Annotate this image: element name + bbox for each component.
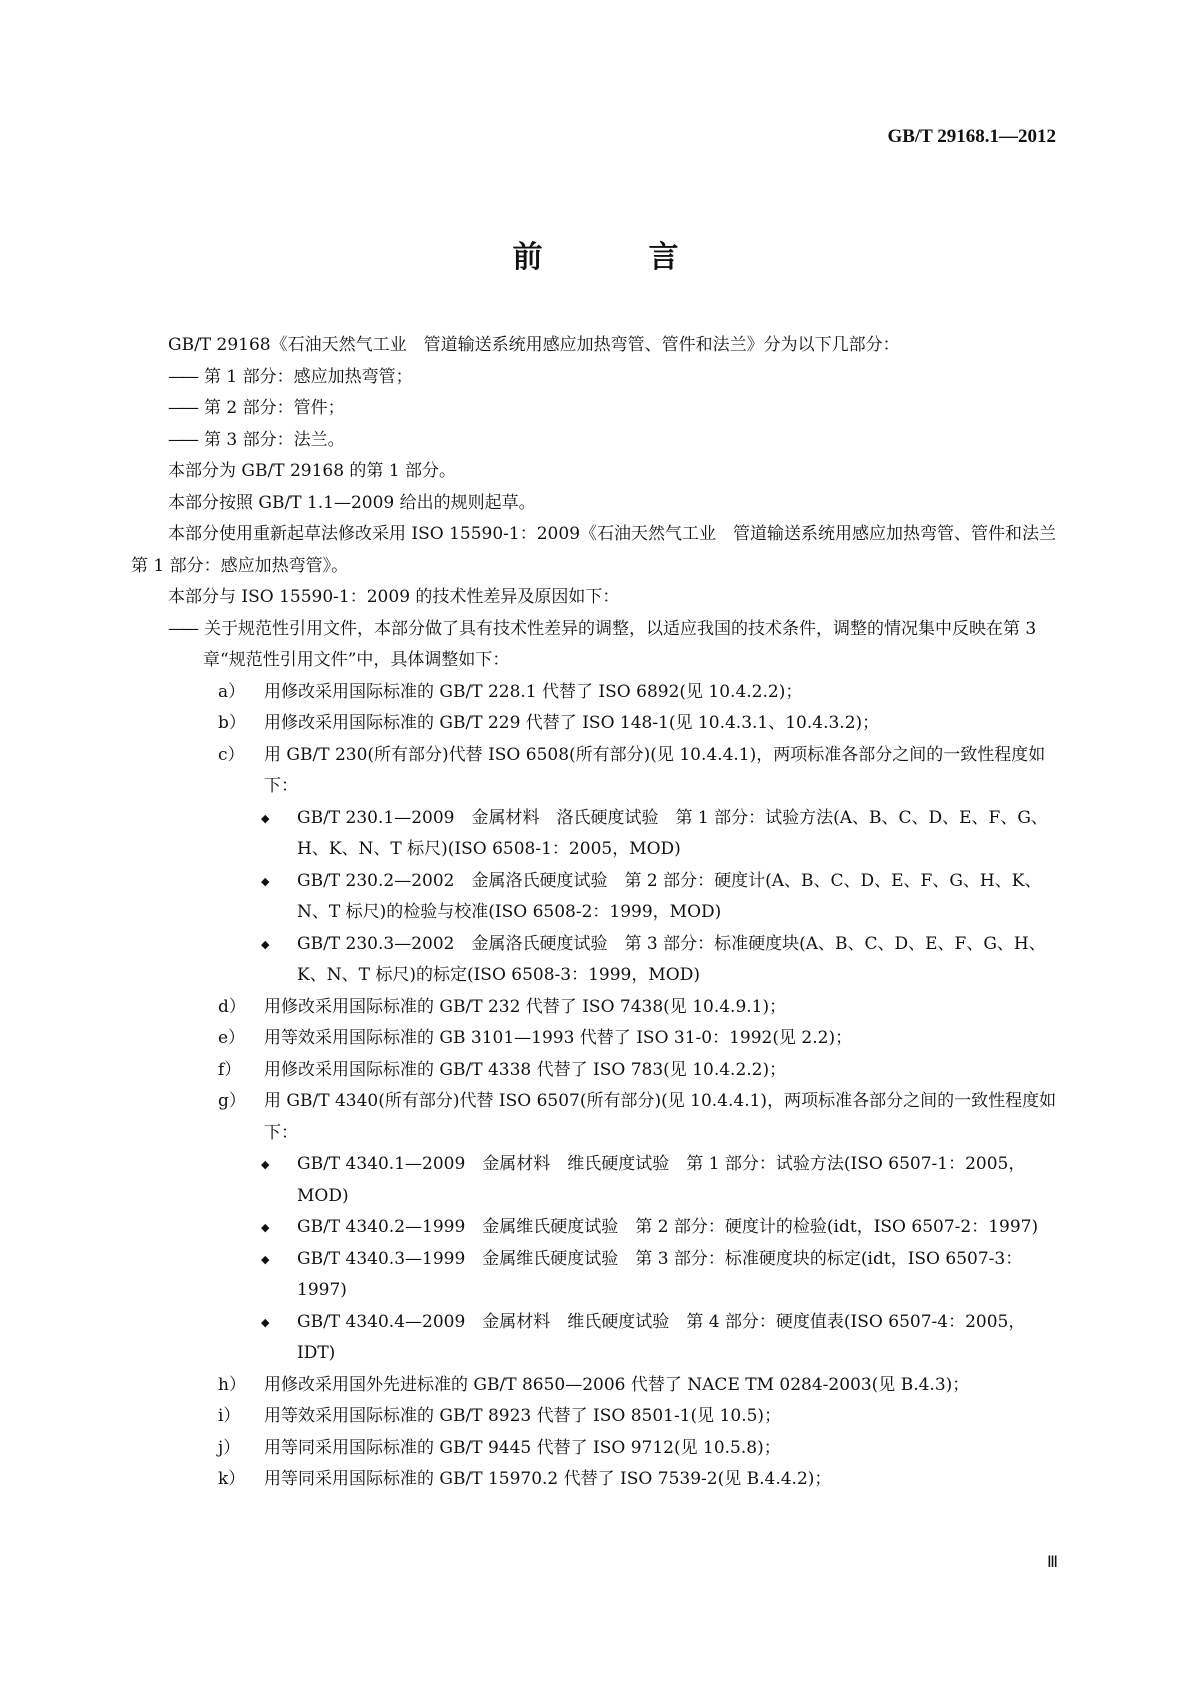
item-label: k）	[218, 1469, 246, 1489]
bullet-text: GB/T 4340.4—2009 金属材料 维氏硬度试验 第 4 部分：硬度值表(ISO 6507-4：2005，IDT)	[297, 1311, 1026, 1363]
bullet-item	[131, 929, 1061, 992]
document-body	[131, 330, 1074, 1496]
list-item	[131, 1055, 1061, 1087]
item-text: 用 GB/T 4340(所有部分)代替 ISO 6507(所有部分)(见 10.4.4.1)，两项标准各部分之间的一致性程度如下：	[264, 1091, 1057, 1143]
bullet-item	[131, 1212, 1061, 1244]
item-text: 用修改采用国际标准的 GB/T 229 代替了 ISO 148-1(见 10.4.3.1、10.4.3.2)；	[264, 713, 880, 733]
list-item	[131, 1023, 1061, 1055]
item-label: h）	[218, 1374, 246, 1395]
paragraph: 本部分为 GB/T 29168 的第 1 部分。	[168, 461, 457, 481]
list-item	[131, 1401, 1061, 1433]
bullet-text: GB/T 230.2—2002 金属洛氏硬度试验 第 2 部分：硬度计(A、B、C、D、E、F、G、H、K、N、T 标尺)的检验与校准(ISO 6508-2：1999，MOD)	[297, 870, 1042, 922]
dash-item: —— 关于规范性引用文件，本部分做了具有技术性差异的调整，以适应我国的技术条件，调整的情况集中反映在第 3 章“规范性引用文件”中，具体调整如下：	[168, 618, 1037, 670]
item-label: b）	[218, 713, 246, 733]
bullet-icon: ◆	[261, 1158, 270, 1171]
list-item	[131, 740, 1061, 803]
item-text: 用修改采用国际标准的 GB/T 4338 代替了 ISO 783(见 10.4.2.2)；	[264, 1059, 787, 1080]
list-item	[131, 1370, 1061, 1402]
bullet-text: GB/T 4340.1—2009 金属材料 维氏硬度试验 第 1 部分：试验方法(ISO 6507-1：2005，MOD)	[297, 1154, 1026, 1206]
bullet-item	[131, 1244, 1061, 1307]
item-label: c）	[218, 744, 245, 765]
item-label: e）	[218, 1028, 246, 1048]
item-text: 用 GB/T 230(所有部分)代替 ISO 6508(所有部分)(见 10.4.4.1)，两项标准各部分之间的一致性程度如下：	[264, 744, 1046, 796]
item-text: 用等效采用国际标准的 GB/T 8923 代替了 ISO 8501-1(见 10.5)；	[264, 1406, 782, 1426]
item-text: 用修改采用国外先进标准的 GB/T 8650—2006 代替了 NACE TM 0284-2003(见 B.4.3)；	[264, 1374, 970, 1395]
bullet-icon: ◆	[261, 874, 270, 888]
item-text: 用修改采用国际标准的 GB/T 232 代替了 ISO 7438(见 10.4.9.1)；	[264, 996, 787, 1017]
paragraph: 本部分使用重新起草法修改采用 ISO 15590-1：2009《石油天然气工业 管道输送系统用感应加热弯管、管件和法兰 第 1 部分：感应加热弯管》。	[131, 524, 1074, 576]
item-label: d）	[218, 996, 246, 1017]
paragraph: GB/T 29168《石油天然气工业 管道输送系统用感应加热弯管、管件和法兰》分为以下几部分：	[168, 335, 900, 355]
list-item	[131, 708, 1061, 740]
dash-item: —— 第 2 部分：管件；	[168, 398, 345, 418]
bullet-icon: ◆	[261, 1221, 270, 1234]
bullet-text: GB/T 4340.3—1999 金属维氏硬度试验 第 3 部分：标准硬度块的标定(idt，ISO 6507-3：1997)	[297, 1248, 1023, 1300]
dash-item: —— 第 1 部分：感应加热弯管；	[168, 366, 413, 387]
bullet-icon: ◆	[261, 1252, 270, 1266]
list-item	[131, 1086, 1061, 1149]
item-text: 用等同采用国际标准的 GB/T 9445 代替了 ISO 9712(见 10.5.8)；	[264, 1437, 781, 1458]
paragraph: 本部分与 ISO 15590-1：2009 的技术性差异及原因如下：	[168, 587, 620, 607]
item-label: f）	[218, 1059, 242, 1080]
bullet-item	[131, 1149, 1061, 1212]
bullet-text: GB/T 4340.2—1999 金属维氏硬度试验 第 2 部分：硬度计的检验(idt，ISO 6507-2：1997)	[297, 1217, 1039, 1237]
item-label: i）	[218, 1406, 241, 1426]
bullet-icon: ◆	[261, 937, 270, 951]
list-item	[131, 677, 1061, 709]
list-item	[131, 1464, 1061, 1496]
list-item	[131, 992, 1061, 1024]
item-list	[131, 677, 1061, 1496]
bullet-text: GB/T 230.1—2009 金属材料 洛氏硬度试验 第 1 部分：试验方法(A、B、C、D、E、F、G、H、K、N、T 标尺)(ISO 6508-1：2005，MOD)	[297, 807, 1048, 859]
bullet-item	[131, 803, 1061, 866]
standard-code: GB/T 29168.1—2012	[887, 126, 1056, 147]
item-text: 用等同采用国际标准的 GB/T 15970.2 代替了 ISO 7539-2(见 B.4.4.2)；	[264, 1469, 832, 1489]
bullet-item	[131, 866, 1061, 929]
list-item	[131, 1433, 1061, 1465]
item-label: g）	[218, 1091, 246, 1111]
item-label: a）	[218, 681, 246, 702]
bullet-icon: ◆	[261, 1315, 270, 1329]
item-label: j）	[218, 1437, 241, 1458]
dash-item: —— 第 3 部分：法兰。	[168, 429, 345, 450]
page-number: Ⅲ	[1046, 1554, 1058, 1571]
page-title: 前 言	[512, 240, 717, 275]
paragraph: 本部分按照 GB/T 1.1—2009 给出的规则起草。	[168, 492, 536, 513]
item-text: 用修改采用国际标准的 GB/T 228.1 代替了 ISO 6892(见 10.4.2.2)；	[264, 681, 803, 702]
item-text: 用等效采用国际标准的 GB 3101—1993 代替了 ISO 31-0：1992(见 2.2)；	[264, 1028, 853, 1048]
bullet-icon: ◆	[261, 811, 270, 825]
bullet-item	[131, 1307, 1061, 1370]
bullet-text: GB/T 230.3—2002 金属洛氏硬度试验 第 3 部分：标准硬度块(A、B、C、D、E、F、G、H、K、N、T 标尺)的标定(ISO 6508-3：1999，MOD)	[297, 933, 1046, 985]
